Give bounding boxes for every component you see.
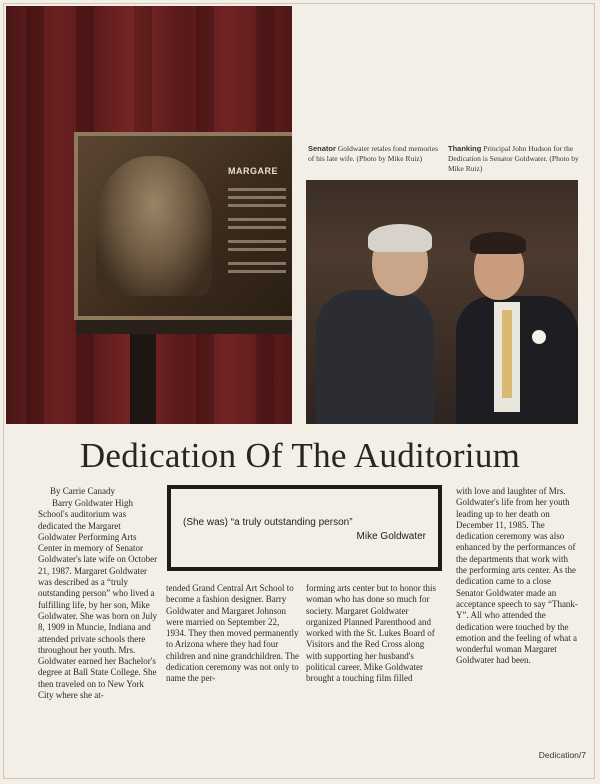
plaque-text-line <box>228 226 286 229</box>
bronze-portrait <box>96 156 212 296</box>
caption-left-lead: Senator <box>308 144 336 153</box>
principal-tie <box>502 310 512 398</box>
plaque-text-line <box>228 188 286 191</box>
pull-quote <box>167 485 442 571</box>
article-title: Dedication Of The Auditorium <box>79 436 521 475</box>
article-column-3: forming arts center but to honor this woman who has done so much for society. Margaret Goldwater organized Planned Parenthood and worked with the St. Lukes Board of Visitors and the Red Cross along with supporting her husband's political career. Mike Goldwater brought a touching film filled <box>306 583 436 684</box>
plaque-text-line <box>228 240 286 243</box>
caption-right-lead: Thanking <box>448 144 482 153</box>
plaque-text-line <box>228 270 286 273</box>
page-footer: Dedication/7 <box>538 750 586 760</box>
article-column-1: Barry Goldwater High School's auditorium was dedicated the Margaret Goldwater Performing Arts Center in memory of Senator Goldwater's late wife on October 21, 1987. Margaret Goldwater was described as a “truly outstanding person” who lived a fulfilling life, by her son, Mike Goldwater. She was born on July 8, 1909 in Muncie, Indiana and attended private schools there throughout her youth. Mrs. Goldwater earned her Bachelor's degree at Ball State College. She then traveled on to New York City where she at- <box>38 498 158 701</box>
plaque-title: MARGARE <box>228 166 278 176</box>
byline: By Carrie Canady <box>50 486 115 496</box>
plaque-text-line <box>228 218 286 221</box>
senator-hair <box>368 224 432 252</box>
boutonniere <box>532 330 546 344</box>
senator-figure <box>316 290 434 424</box>
principal-hair <box>470 232 526 254</box>
caption-left-text: Goldwater retales fond memories of his late wife. (Photo by Mike Ruiz) <box>308 144 438 163</box>
article-column-4: with love and laughter of Mrs. Goldwater's life from her youth leading up to her death on December 11, 1985. The dedication ceremony was also enhanced by the performances of the departments that work with the performing arts center. As the dedication came to a close Senator Goldwater made an acceptance speech to say “Thank-Y”. All who attended the dedication were touched by the emotion and the feeling of what a wonderful woman Margaret Goldwater had been. <box>456 486 578 666</box>
memorial-plaque <box>74 132 292 320</box>
pull-quote-author: Mike Goldwater <box>356 531 426 542</box>
caption-left <box>308 144 442 164</box>
plaque-photo <box>6 6 292 424</box>
plaque-text-line <box>228 196 286 199</box>
curtain-fold <box>26 6 44 424</box>
article-column-2: tended Grand Central Art School to become a fashion designer. Barry Goldwater and Margaret Johnson were married on September 22, 1934. They then moved permanently to Arizona where they had four children and nine grandchildren. The dedication ceremony was not only to name the per- <box>166 583 300 684</box>
caption-right <box>448 144 580 174</box>
pull-quote-text: (She was) “a truly outstanding person” <box>183 517 353 528</box>
plaque-text-line <box>228 262 286 265</box>
plaque-text-line <box>228 204 286 207</box>
caption-right-text: Principal John Hudson for the Dedication is Senator Goldwater. (Photo by Mike Ruiz) <box>448 144 579 173</box>
senator-photo <box>306 180 578 424</box>
plaque-text-line <box>228 248 286 251</box>
